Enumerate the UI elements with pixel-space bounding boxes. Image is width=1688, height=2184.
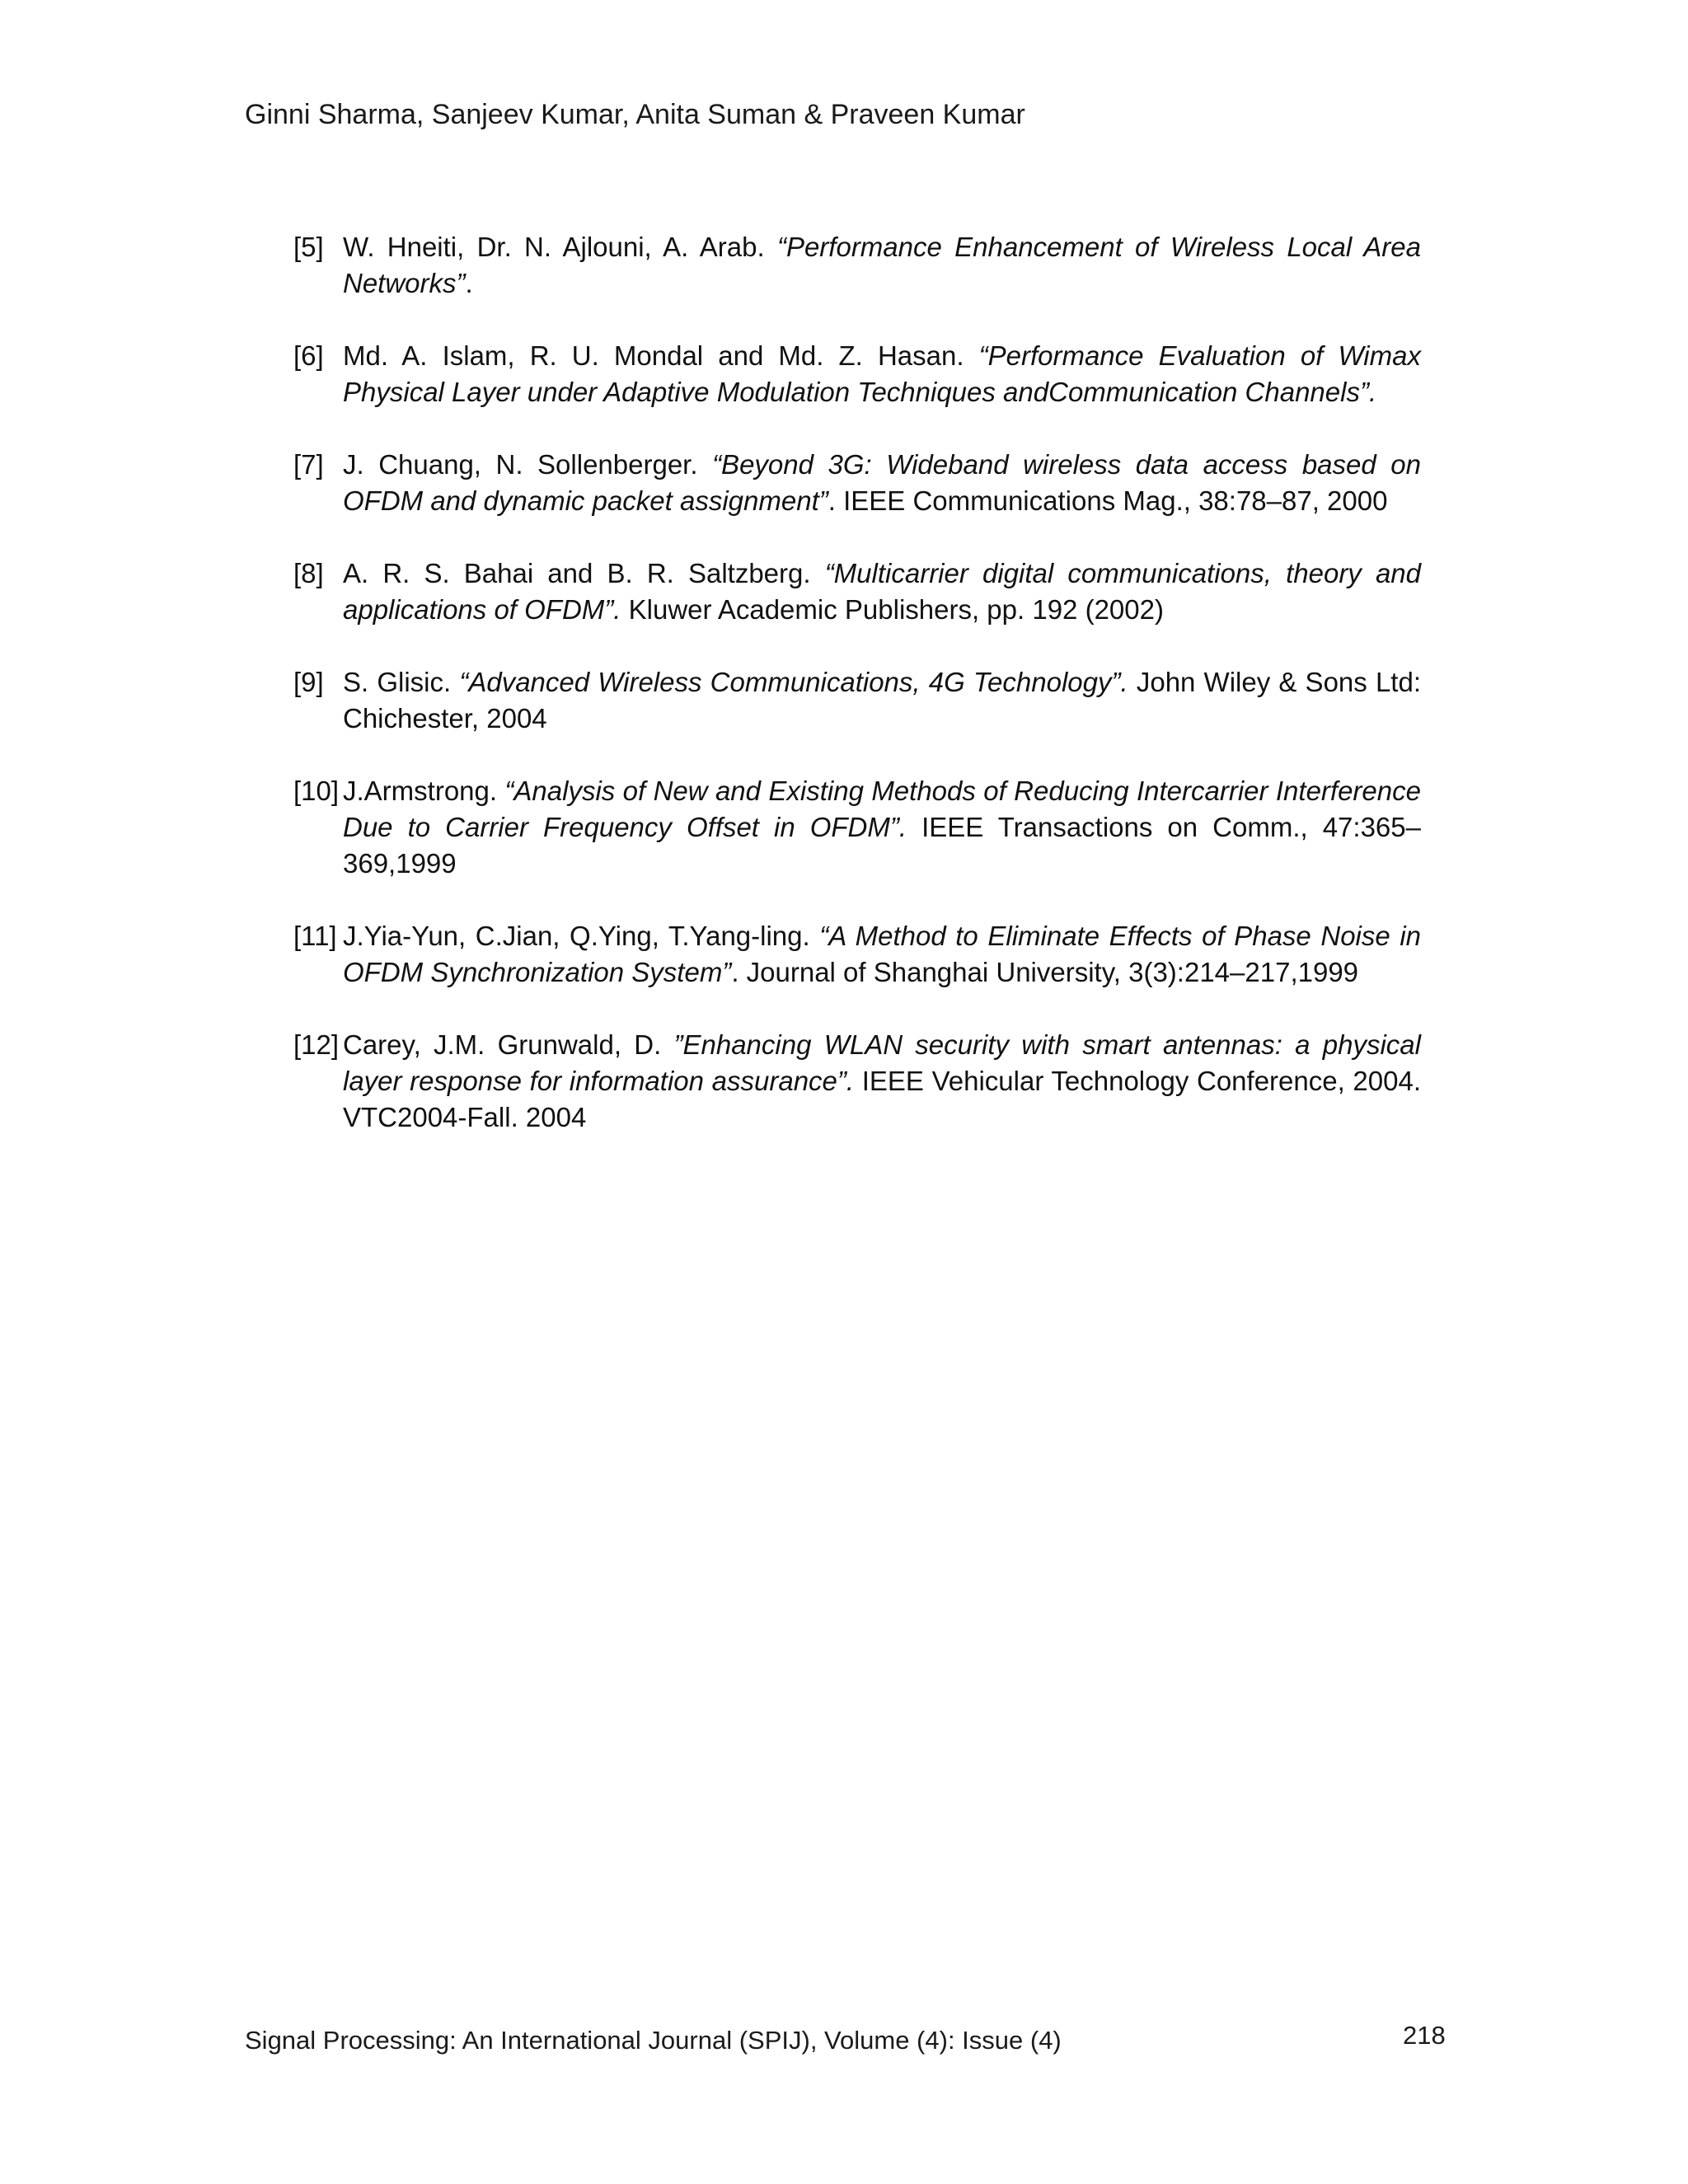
reference-title: “Analysis of New and Existing Methods of Reducing Intercarrier Interference Due to Carrier Frequency Offset in OFDM”.	[343, 776, 1421, 842]
reference-item	[293, 338, 1421, 410]
reference-source: IEEE Transactions on Comm., 47:365–369,1999	[343, 812, 1421, 879]
reference-list	[293, 229, 1421, 1172]
reference-title: ”Enhancing WLAN security with smart antennas: a physical layer response for information assurance”.	[343, 1029, 1421, 1096]
reference-source: .	[465, 268, 473, 298]
reference-source: IEEE Vehicular Technology Conference, 2004. VTC2004-Fall. 2004	[343, 1066, 1421, 1132]
reference-title: “Multicarrier digital communications, theory and applications of OFDM”.	[343, 558, 1421, 625]
reference-authors: J.Yia-Yun, C.Jian, Q.Ying, T.Yang-ling.	[343, 921, 820, 951]
reference-source: John Wiley & Sons Ltd: Chichester, 2004	[343, 667, 1421, 733]
reference-item	[293, 1027, 1421, 1136]
reference-item	[293, 229, 1421, 302]
reference-authors: S. Glisic.	[343, 667, 460, 697]
reference-number: [11]	[293, 921, 337, 951]
reference-source: . Journal of Shanghai University, 3(3):214–217,1999	[731, 957, 1359, 987]
reference-number: [7]	[293, 449, 324, 480]
reference-title: “Beyond 3G: Wideband wireless data access based on OFDM and dynamic packet assignment”	[343, 449, 1421, 516]
page-number: 218	[1403, 2021, 1446, 2050]
reference-authors: J.Armstrong.	[343, 776, 505, 806]
reference-number: [8]	[293, 558, 324, 588]
reference-authors: Md. A. Islam, R. U. Mondal and Md. Z. Hasan.	[343, 340, 979, 371]
reference-number: [9]	[293, 667, 324, 697]
reference-title: “Performance Evaluation of Wimax Physical Layer under Adaptive Modulation Techniques andCommunication Channels”.	[343, 340, 1421, 407]
reference-source: Kluwer Academic Publishers, pp. 192 (2002)	[621, 594, 1164, 625]
running-head-authors: Ginni Sharma, Sanjeev Kumar, Anita Suman & Praveen Kumar	[245, 99, 1025, 130]
reference-authors: W. Hneiti, Dr. N. Ajlouni, A. Arab.	[343, 232, 777, 262]
reference-item	[293, 664, 1421, 737]
reference-title: “Performance Enhancement of Wireless Local Area Networks”	[343, 232, 1421, 298]
reference-number: [6]	[293, 340, 324, 371]
reference-number: [12]	[293, 1029, 340, 1060]
reference-item	[293, 447, 1421, 519]
reference-item	[293, 918, 1421, 991]
reference-source: . IEEE Communications Mag., 38:78–87, 2000	[828, 485, 1388, 516]
reference-item	[293, 555, 1421, 628]
reference-title: “Advanced Wireless Communications, 4G Technology”.	[459, 667, 1128, 697]
reference-number: [5]	[293, 232, 324, 262]
reference-authors: J. Chuang, N. Sollenberger.	[343, 449, 713, 480]
reference-number: [10]	[293, 776, 340, 806]
reference-item	[293, 773, 1421, 882]
footer-journal-name: Signal Processing: An International Journal (SPIJ), Volume (4): Issue (4)	[245, 2026, 1062, 2055]
reference-authors: Carey, J.M. Grunwald, D.	[343, 1029, 674, 1060]
reference-authors: A. R. S. Bahai and B. R. Saltzberg.	[343, 558, 825, 588]
reference-title: “A Method to Eliminate Effects of Phase Noise in OFDM Synchronization System”	[343, 921, 1421, 987]
